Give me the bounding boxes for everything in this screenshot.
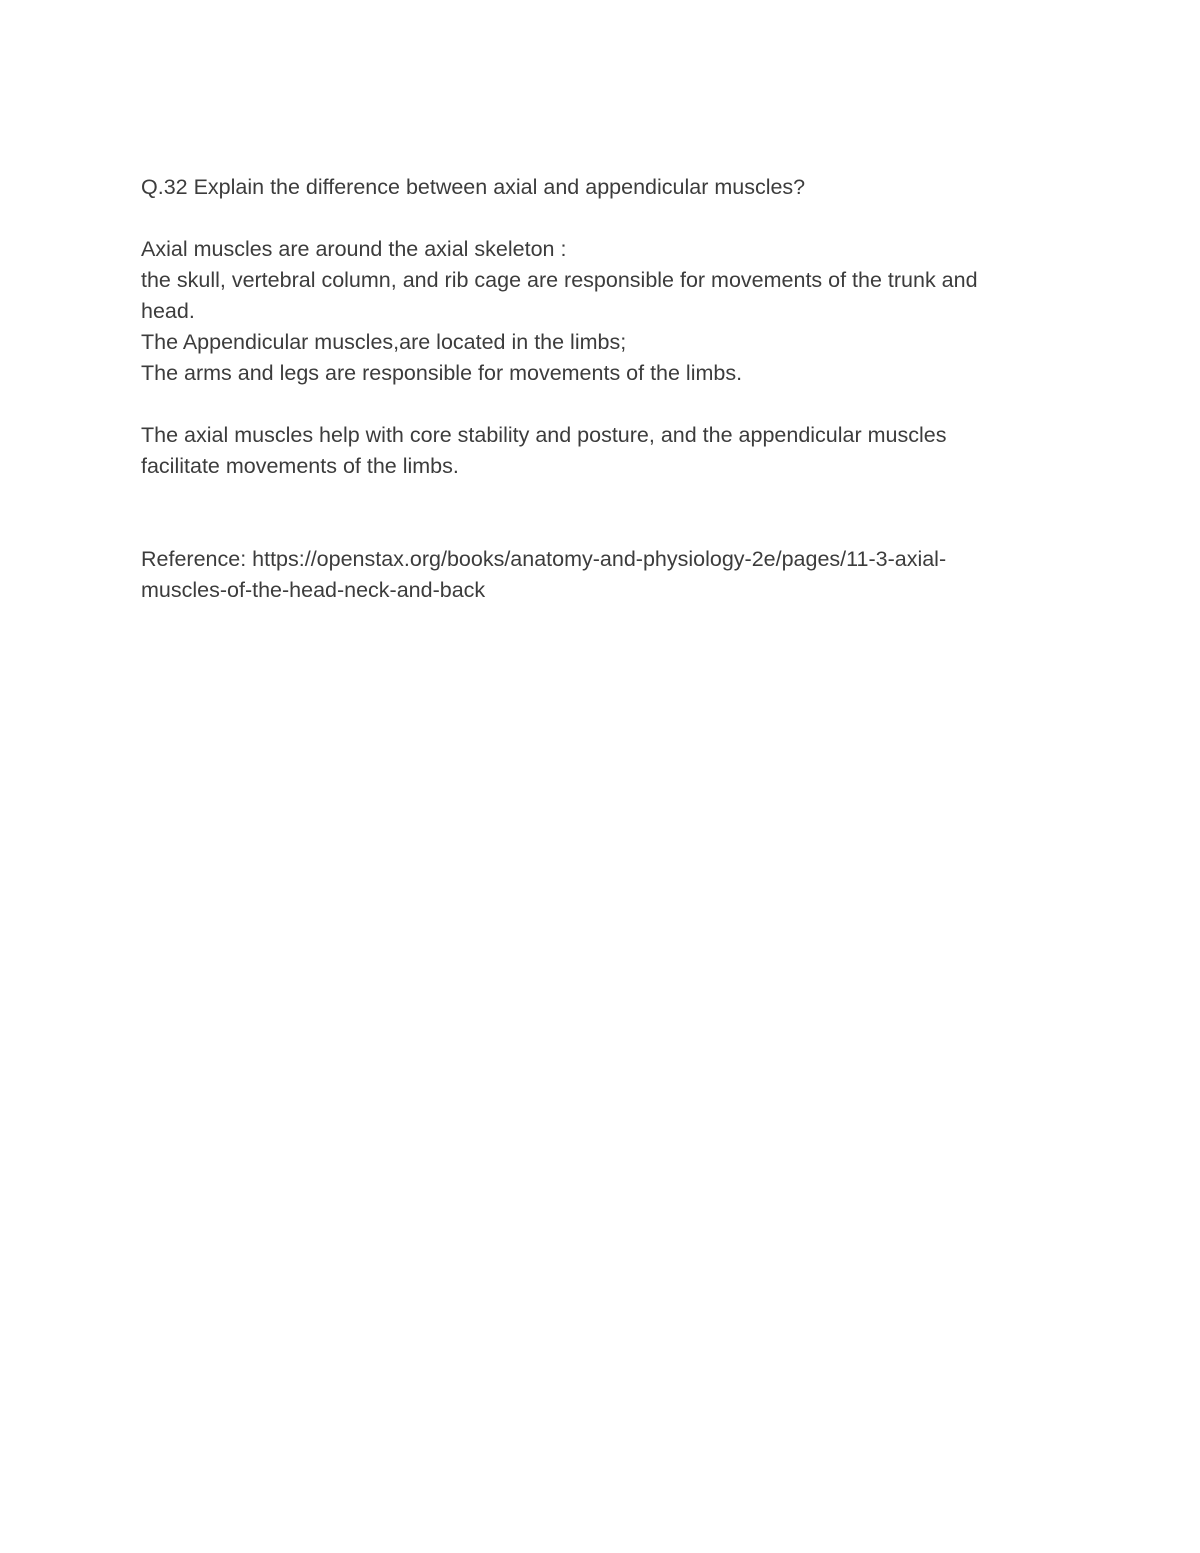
spacer: [141, 482, 1066, 544]
summary-line: The axial muscles help with core stability and posture, and the appendicular muscles: [141, 423, 947, 447]
reference-line: Reference: https://openstax.org/books/anatomy-and-physiology-2e/pages/11-3-axial-: [141, 547, 947, 571]
answer-line: Axial muscles are around the axial skeleton :: [141, 237, 567, 261]
reference-line: muscles-of-the-head-neck-and-back: [141, 578, 486, 602]
answer-line: The Appendicular muscles,are located in the limbs;: [141, 330, 627, 354]
spacer: [141, 389, 1066, 420]
answer-line: the skull, vertebral column, and rib cage are responsible for movements of the trunk and: [141, 268, 978, 292]
document-body: [141, 172, 1066, 606]
spacer: [141, 203, 1066, 234]
summary-line: facilitate movements of the limbs.: [141, 454, 459, 478]
question-heading: Q.32 Explain the difference between axial and appendicular muscles?: [141, 175, 806, 199]
answer-line: The arms and legs are responsible for movements of the limbs.: [141, 361, 743, 385]
answer-line: head.: [141, 299, 195, 323]
